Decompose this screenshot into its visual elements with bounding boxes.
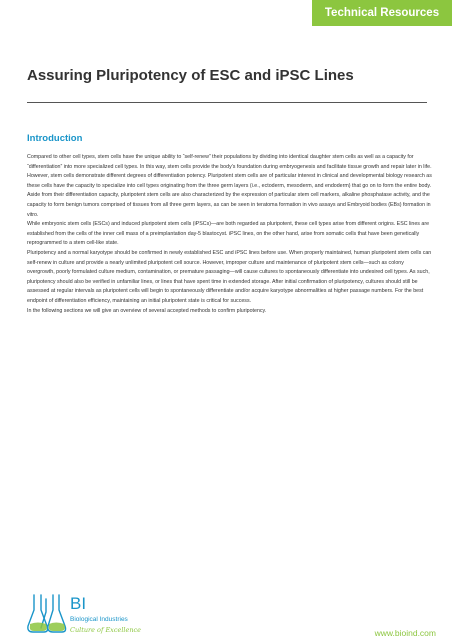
body-text xyxy=(27,153,432,316)
company-logo xyxy=(26,592,166,640)
section-heading: Introduction xyxy=(27,133,83,144)
paragraph: Aside from their differentiation capacity, pluripotent stem cells are also characterized by the expression of particular stem cell markers, alkaline phosphatase activity, and the capacity to form benign tumors comprised of tissues from all three germ layers, as can be seen in teratoma formation in vivo assays and Embryoid bodies (EBs) formation in vitro. xyxy=(27,192,431,218)
paragraph: Compared to other cell types, stem cells have the unique ability to “self-renew” their populations by dividing into identical daughter stem cells as well as a capacity for “differentiation” into more specialized cell types. In this way, stem cells provide the body’s foundation during embryogenesis and facilitate tissue growth and repair later in life. However, stem cells demonstrate different degrees of differentiation potency. Pluripotent stem cells are of particular interest in clinical and developmental biology research as these cells have the capacity to specialize into cell types originating from the three germ layers (i.e., ectoderm, mesoderm, and endoderm) that go on to form the entire body. xyxy=(27,154,432,189)
page-title: Assuring Pluripotency of ESC and iPSC Lines xyxy=(27,67,354,84)
flask-icon xyxy=(26,592,68,636)
company-tagline: Culture of Excellence xyxy=(70,626,142,634)
section-tag: Technical Resources xyxy=(312,0,452,26)
company-name: Biological Industries xyxy=(70,616,128,623)
paragraph: Pluripotency and a normal karyotype should be confirmed in newly established ESC and iPSC lines before use. When properly maintained, human pluripotent stem cells can self-renew in culture and provide a nearly unlimited pluripotent cell source. However, improper culture and maintenance of pluripotent stem cells—such as colony overgrowth, poorly formulated culture medium, contamination, or premature passaging—will cause cultures to spontaneously differentiate into undesired cell types. As such, pluripotency should also be verified in unfamiliar lines, or lines that have spent time in extended storage. After initial confirmation of pluripotency, cultures should still be assessed at regular intervals as pluripotent cells will begin to spontaneously differentiate and/or acquire karyotype abnormalities at higher passage numbers. For the best endpoint of differentiation efficiency, maintaining an initial pluripotent state is critical for success. xyxy=(27,249,432,304)
website-link[interactable]: www.bioind.com xyxy=(374,628,436,638)
paragraph: While embryonic stem cells (ESCs) and induced pluripotent stem cells (iPSCs)—are both regarded as pluripotent, these cell types arise from different origins. ESC lines are established from the cells of the inner cell mass of a preimplantation day-5 blastocyst. iPSC lines, on the other hand, arise from somatic cells that have been genetically reprogrammed to a stem cell-like state. xyxy=(27,221,430,247)
title-divider xyxy=(27,102,427,103)
logo-text: BI xyxy=(70,594,87,613)
paragraph: In the following sections we will give an overview of several accepted methods to confirm pluripotency. xyxy=(27,307,267,314)
